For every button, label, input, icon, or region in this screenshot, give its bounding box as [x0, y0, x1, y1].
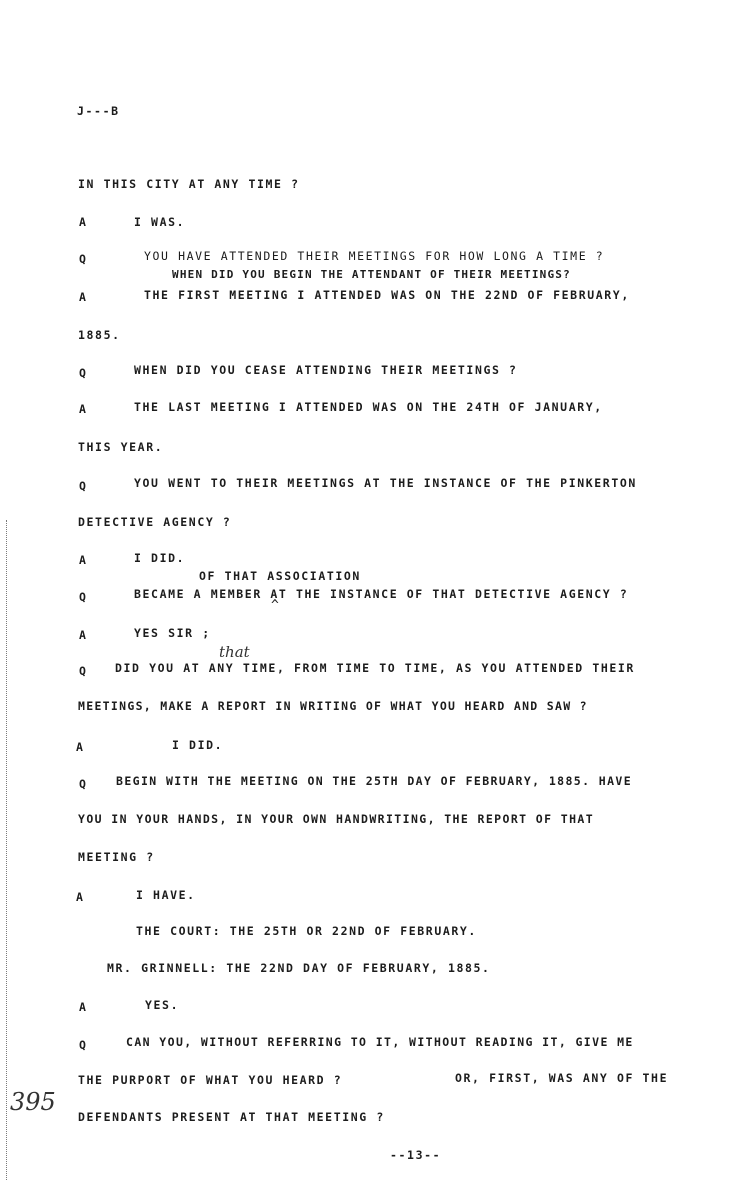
speaker-label: Q — [79, 664, 88, 678]
text-line: 1885. — [78, 328, 121, 342]
margin-dotted-line — [6, 520, 8, 1180]
answer-text: I WAS. — [134, 215, 186, 229]
speaker-label: A — [76, 890, 85, 904]
typed-insertion: WHEN DID YOU BEGIN THE ATTENDANT OF THEIR MEETINGS? — [172, 268, 571, 281]
text-line: OR, FIRST, WAS ANY OF THE — [455, 1071, 669, 1085]
speaker-label: A — [76, 740, 85, 754]
text-line: MEETINGS, MAKE A REPORT IN WRITING OF WHAT YOU HEARD AND SAW ? — [78, 699, 588, 713]
text-line: THE PURPORT OF WHAT YOU HEARD ? — [78, 1073, 343, 1087]
answer-text: THE LAST MEETING I ATTENDED WAS ON THE 24TH OF JANUARY, — [134, 400, 603, 414]
question-text: YOU HAVE ATTENDED THEIR MEETINGS FOR HOW LONG A TIME ? — [144, 249, 605, 263]
speaker-label: A — [79, 402, 88, 416]
speaker-label: Q — [79, 590, 88, 604]
question-text: CAN YOU, WITHOUT REFERRING TO IT, WITHOUT READING IT, GIVE ME — [126, 1035, 634, 1049]
court-remark: THE COURT: THE 25TH OR 22ND OF FEBRUARY. — [136, 924, 477, 938]
speaker-label: A — [79, 628, 88, 642]
question-text: WHEN DID YOU CEASE ATTENDING THEIR MEETINGS ? — [134, 363, 518, 377]
speaker-label: Q — [79, 366, 88, 380]
answer-text: I HAVE. — [136, 888, 196, 902]
answer-text: THE FIRST MEETING I ATTENDED WAS ON THE 22ND OF FEBRUARY, — [144, 288, 630, 302]
question-text: BECAME A MEMBER AT THE INSTANCE OF THAT DETECTIVE AGENCY ? — [134, 587, 629, 601]
text-line: DETECTIVE AGENCY ? — [78, 515, 232, 529]
speaker-label: A — [79, 290, 88, 304]
insertion-caret: ^ — [271, 598, 279, 613]
answer-text: YES SIR ; — [134, 626, 211, 640]
speaker-label: A — [79, 1000, 88, 1014]
speaker-label: Q — [79, 252, 88, 266]
page-header: J---B — [77, 104, 120, 118]
page-number: --13-- — [390, 1148, 442, 1162]
handwritten-page-number: 395 — [10, 1088, 56, 1116]
handwritten-insertion: that — [219, 643, 250, 661]
question-text: DID YOU AT ANY TIME, FROM TIME TO TIME, AS YOU ATTENDED THEIR — [115, 661, 635, 675]
question-text: YOU WENT TO THEIR MEETINGS AT THE INSTANCE OF THE PINKERTON — [134, 476, 637, 490]
typed-insertion: OF THAT ASSOCIATION — [199, 569, 361, 583]
text-line: DEFENDANTS PRESENT AT THAT MEETING ? — [78, 1110, 385, 1124]
text-line: YOU IN YOUR HANDS, IN YOUR OWN HANDWRITING, THE REPORT OF THAT — [78, 812, 595, 826]
counsel-remark: MR. GRINNELL: THE 22ND DAY OF FEBRUARY, 1885. — [107, 961, 491, 975]
question-text: BEGIN WITH THE MEETING ON THE 25TH DAY OF FEBRUARY, 1885. HAVE — [116, 774, 633, 788]
speaker-label: A — [79, 215, 88, 229]
speaker-label: Q — [79, 479, 88, 493]
answer-text: I DID. — [134, 551, 186, 565]
speaker-label: A — [79, 553, 88, 567]
answer-text: I DID. — [172, 738, 224, 752]
speaker-label: Q — [79, 777, 88, 791]
speaker-label: Q — [79, 1038, 88, 1052]
text-line: THIS YEAR. — [78, 440, 164, 454]
text-line: MEETING ? — [78, 850, 155, 864]
text-line: IN THIS CITY AT ANY TIME ? — [78, 177, 300, 191]
answer-text: YES. — [145, 998, 180, 1012]
